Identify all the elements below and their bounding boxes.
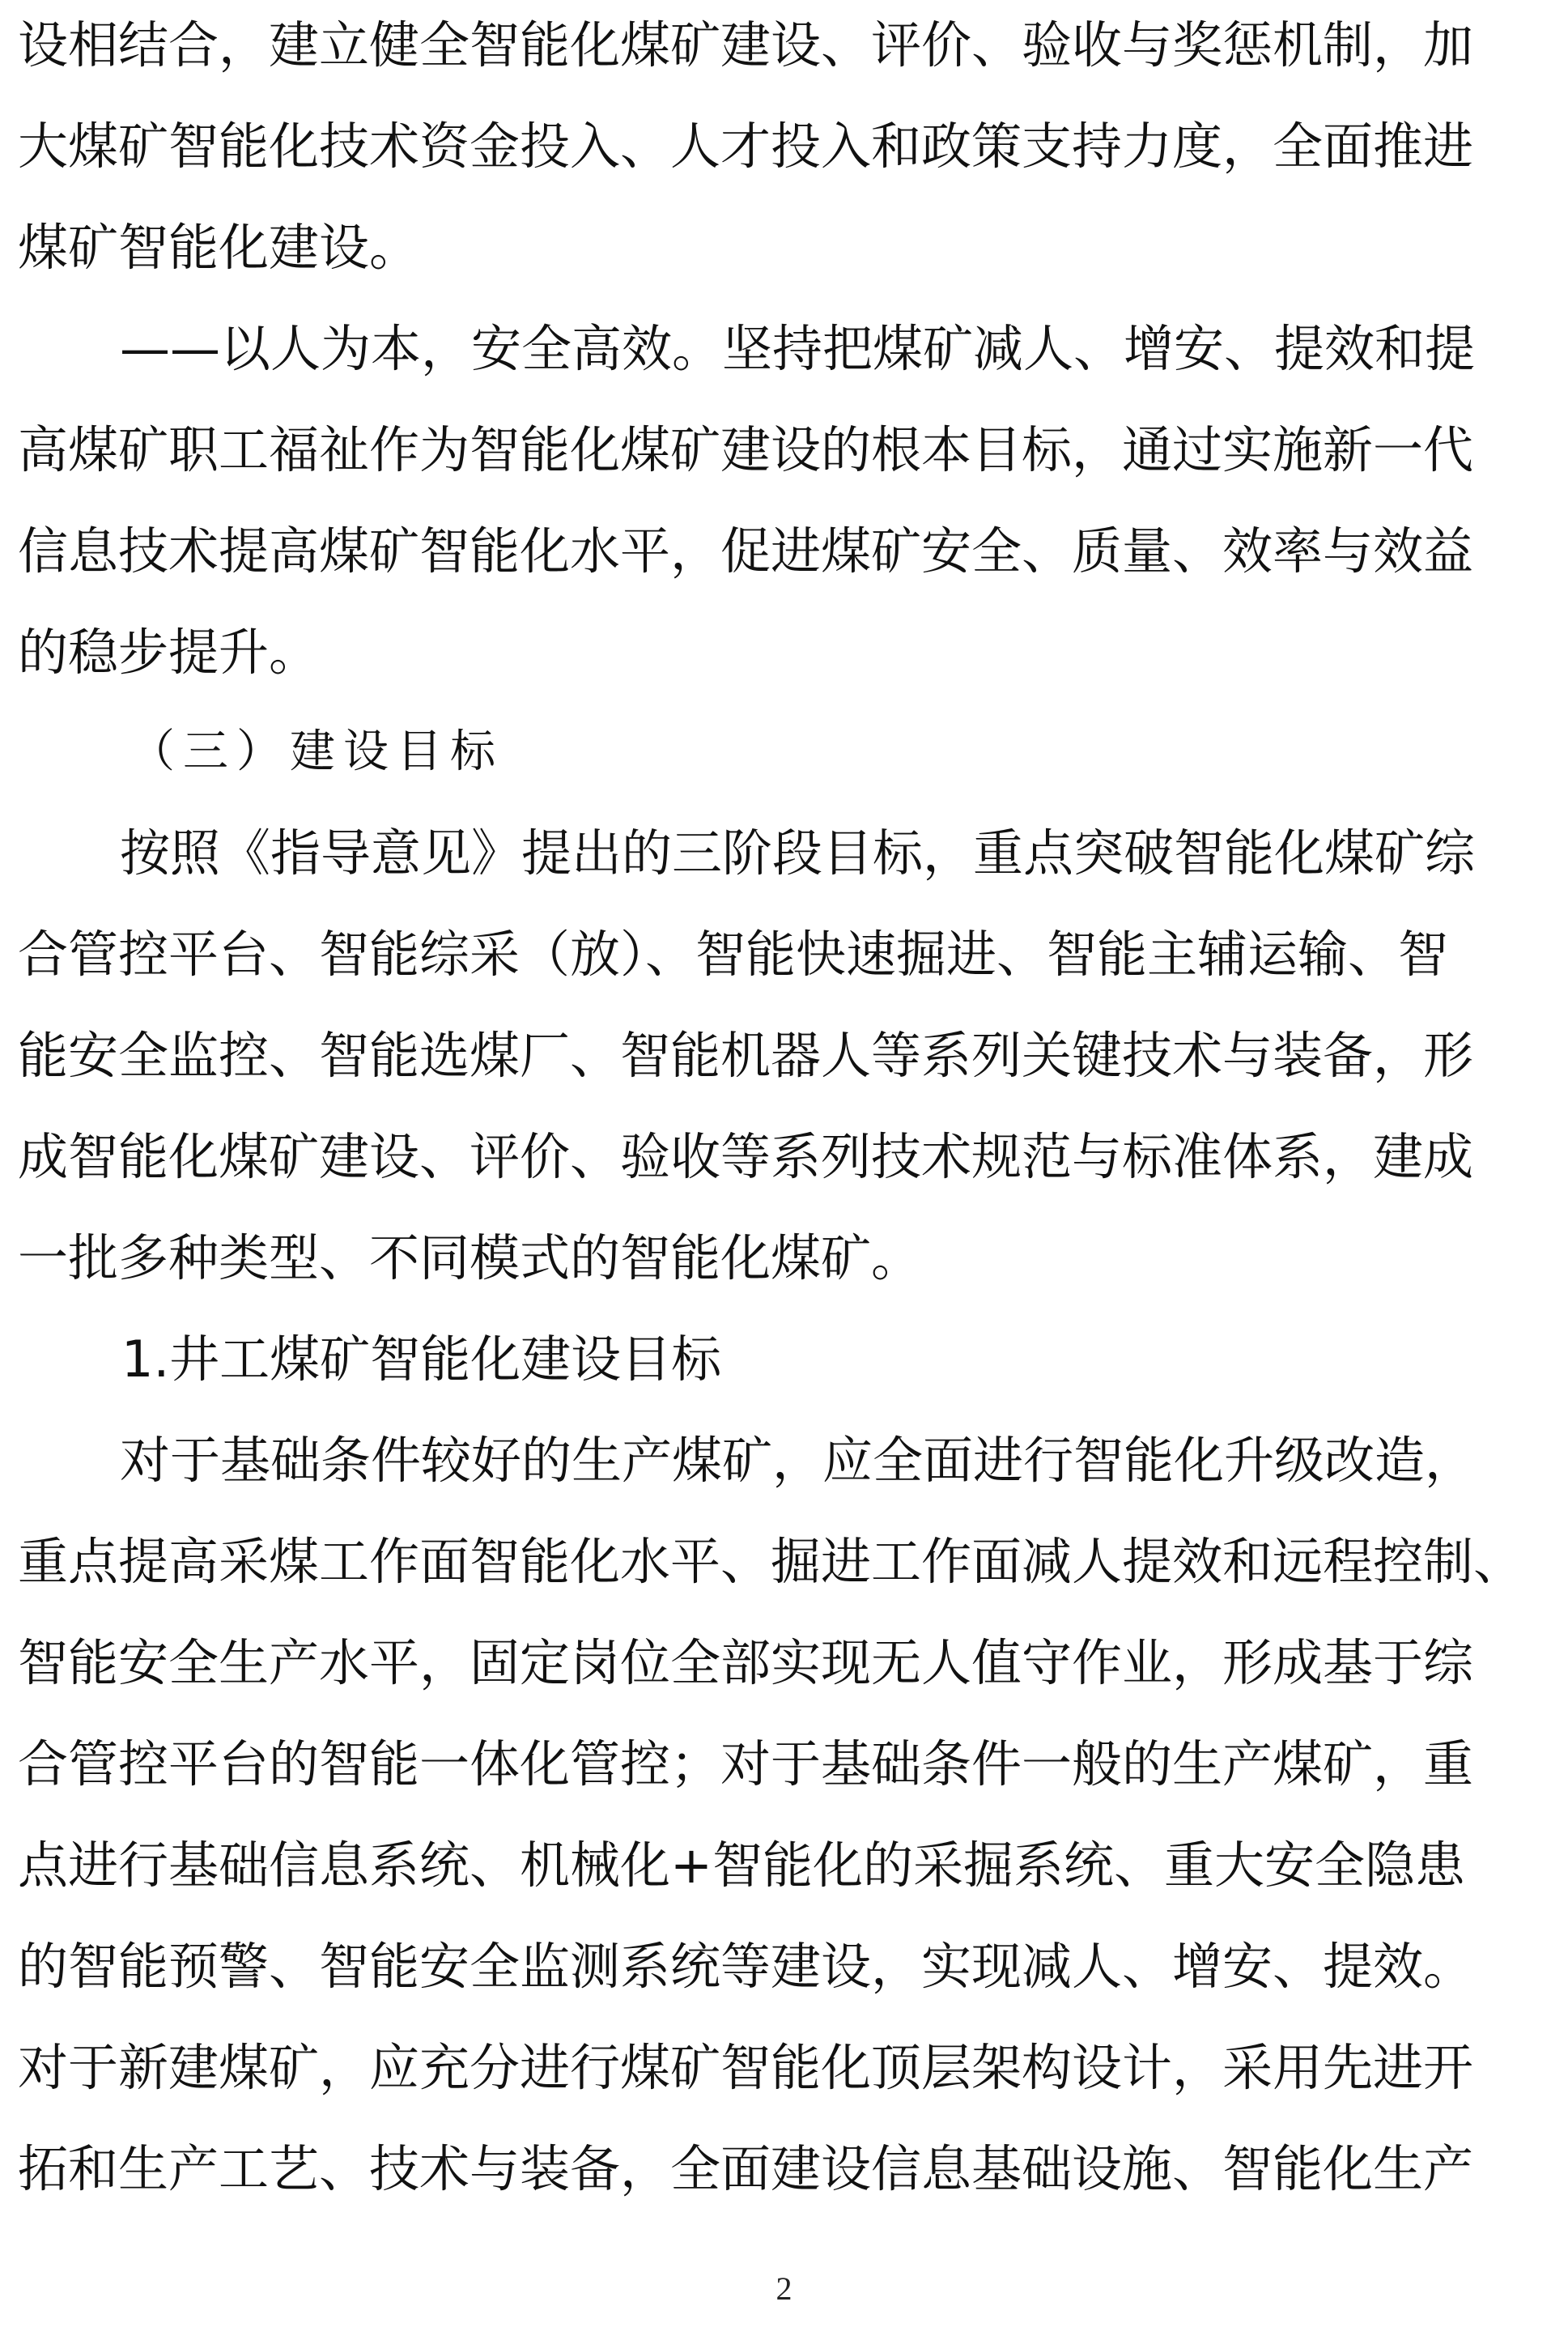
subsection-heading: 1.井工煤矿智能化建设目标 bbox=[121, 1330, 722, 1389]
paragraph-line: 的智能预警、智能安全监测系统等建设，实现减人、增安、提效。 bbox=[18, 1937, 1474, 1996]
paragraph-line: 对于新建煤矿，应充分进行煤矿智能化顶层架构设计，采用先进开 bbox=[18, 2038, 1474, 2097]
paragraph-line: 煤矿智能化建设。 bbox=[18, 218, 420, 277]
document-page bbox=[18, 0, 1524, 2340]
paragraph-line: 能安全监控、智能选煤厂、智能机器人等系列关键技术与装备，形 bbox=[18, 1026, 1474, 1085]
paragraph-line: 按照《指导意见》提出的三阶段目标，重点突破智能化煤矿综 bbox=[120, 823, 1476, 883]
paragraph-line: 成智能化煤矿建设、评价、验收等系列技术规范与标准体系，建成 bbox=[18, 1127, 1474, 1186]
paragraph-line: 大煤矿智能化技术资金投入、人才投入和政策支持力度，全面推进 bbox=[18, 117, 1474, 176]
paragraph-line: 信息技术提高煤矿智能化水平，促进煤矿安全、质量、效率与效益 bbox=[18, 521, 1474, 581]
paragraph-line: 的稳步提升。 bbox=[18, 623, 320, 682]
section-heading: （三）建设目标 bbox=[130, 725, 504, 778]
paragraph-line: 一批多种类型、不同模式的智能化煤矿。 bbox=[18, 1228, 922, 1287]
paragraph-line: 合管控平台、智能综采（放）、智能快速掘进、智能主辅运输、智 bbox=[18, 925, 1449, 984]
paragraph-line: 设相结合，建立健全智能化煤矿建设、评价、验收与奖惩机制，加 bbox=[18, 15, 1474, 74]
paragraph-line: 高煤矿职工福祉作为智能化煤矿建设的根本目标，通过实施新一代 bbox=[18, 420, 1474, 479]
paragraph-line: 点进行基础信息系统、机械化+智能化的采掘系统、重大安全隐患 bbox=[18, 1836, 1465, 1895]
paragraph-line: 重点提高采煤工作面智能化水平、掘进工作面减人提效和远程控制、 bbox=[18, 1532, 1524, 1591]
paragraph-line: 拓和生产工艺、技术与装备，全面建设信息基础设施、智能化生产 bbox=[18, 2139, 1474, 2198]
page-number: 2 bbox=[776, 2270, 792, 2307]
principle-paragraph-line: ——以人为本，安全高效。坚持把煤矿减人、增安、提效和提 bbox=[120, 319, 1476, 378]
paragraph-line: 合管控平台的智能一体化管控；对于基础条件一般的生产煤矿，重 bbox=[18, 1734, 1474, 1793]
paragraph-line: 智能安全生产水平，固定岗位全部实现无人值守作业，形成基于综 bbox=[18, 1633, 1474, 1692]
paragraph-line: 对于基础条件较好的生产煤矿，应全面进行智能化升级改造， bbox=[120, 1431, 1476, 1490]
